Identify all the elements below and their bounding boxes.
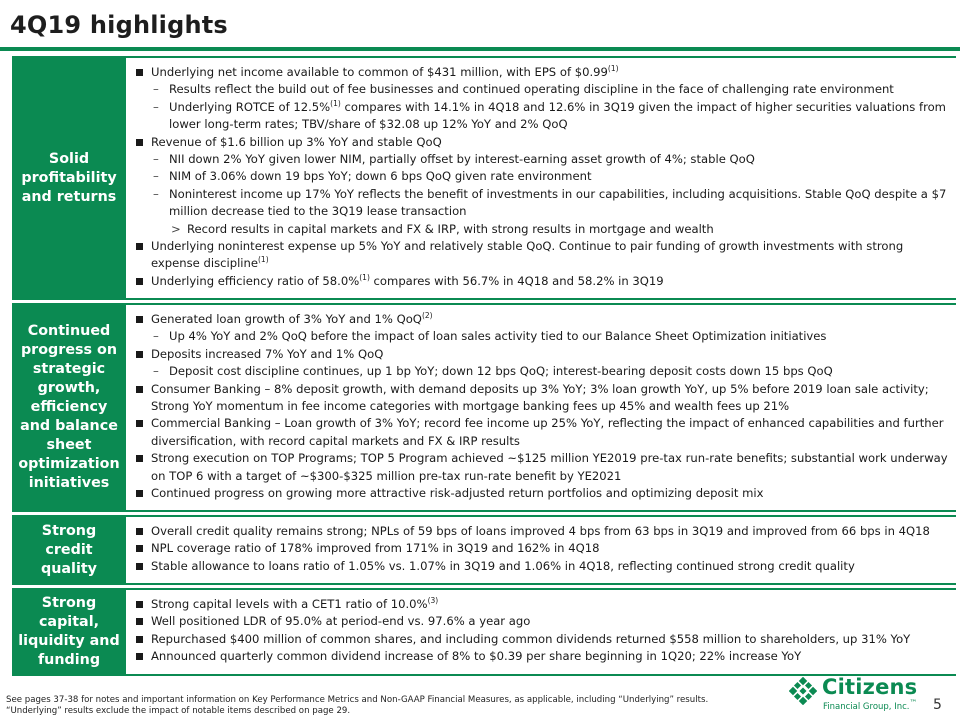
bullet-text: Deposits increased 7% YoY and 1% QoQ — [151, 346, 384, 361]
logo-subtitle: Financial Group, Inc.™ — [823, 698, 917, 712]
citizens-logo — [789, 675, 918, 715]
section-credit-quality — [12, 515, 956, 585]
bullet-item — [135, 596, 948, 613]
section-label: Strong credit quality — [12, 517, 126, 583]
bullet-text-continued: compares with 14.1% in 4Q18 and 12.6% in 3Q19 given the impact of higher securities valuations from lower long-term rates; TBV/share of $32.08 up 12% YoY and 2% QoQ — [169, 99, 946, 132]
section-label: Solid profitability and returns — [12, 58, 126, 298]
square-bullet-icon — [136, 278, 143, 285]
square-bullet-icon — [136, 455, 143, 462]
bullet-item — [135, 523, 948, 540]
bullet-text: Stable allowance to loans ratio of 1.05% vs. 1.07% in 3Q19 and 1.06% in 4Q18, reflecting continued strong credit quality — [151, 558, 855, 573]
footnote-marker: (1) — [330, 98, 341, 108]
square-bullet-icon — [136, 69, 143, 76]
square-bullet-icon — [136, 386, 143, 393]
bullet-text: Noninterest income up 17% YoY reflects the benefit of investments in our capabilities, including acquisitions. Stable QoQ despite a $7 million decrease tied to the 3Q19 lease transaction — [169, 186, 947, 219]
footnote-marker: (1) — [258, 255, 269, 265]
square-bullet-icon — [136, 618, 143, 625]
section-profitability — [12, 56, 956, 300]
bullet-text: Underlying net income available to common of $431 million, with EPS of $0.99 — [151, 65, 608, 79]
citizens-cross-logo-icon — [789, 677, 817, 705]
logo-wordmark: Citizens — [822, 675, 918, 699]
bullet-text: Generated loan growth of 3% YoY and 1% QoQ — [151, 312, 422, 326]
square-bullet-icon — [136, 490, 143, 497]
bullet-text-continued: compares with 56.7% in 4Q18 and 58.2% in 3Q19 — [369, 273, 664, 288]
bullet-item — [135, 238, 948, 273]
sub-bullet-item — [135, 186, 948, 221]
bullet-text: Revenue of $1.6 billion up 3% YoY and stable QoQ — [151, 134, 442, 149]
bullet-item — [135, 631, 948, 648]
section-label: Strong capital, liquidity and funding — [12, 590, 126, 674]
square-bullet-icon — [136, 420, 143, 427]
section-content — [126, 590, 956, 674]
sub-bullet-item — [135, 168, 948, 185]
footnote-marker: (1) — [359, 273, 370, 283]
dash-bullet-icon: – — [153, 329, 159, 344]
bullet-item — [135, 450, 948, 485]
square-bullet-icon — [136, 601, 143, 608]
bullet-item — [135, 558, 948, 575]
sub-sub-bullet-item — [135, 221, 948, 238]
bullet-item — [135, 273, 948, 290]
dash-bullet-icon: – — [153, 99, 159, 114]
footnote-marker: (2) — [421, 311, 433, 321]
section-strategic-growth — [12, 303, 956, 512]
page-title: 4Q19 highlights — [10, 11, 228, 39]
square-bullet-icon — [136, 528, 143, 535]
square-bullet-icon — [136, 636, 143, 643]
footnote: See pages 37-38 for notes and important information on Key Performance Metrics and Non-GAAP Financial Measures, as applicable, including “Underlying” results. “Underlying” results exclude the impact of notable items described on page 29. — [6, 695, 709, 716]
bullet-item — [135, 134, 948, 151]
sub-bullet-item — [135, 81, 948, 98]
dash-bullet-icon: – — [153, 364, 159, 379]
square-bullet-icon — [136, 139, 143, 146]
footnote-marker: (1) — [607, 64, 619, 74]
bullet-item — [135, 540, 948, 557]
title-divider — [0, 47, 960, 51]
page-number: 5 — [933, 697, 942, 713]
square-bullet-icon — [136, 316, 143, 323]
square-bullet-icon — [136, 653, 143, 660]
bullet-item — [135, 311, 948, 328]
bullet-text: Up 4% YoY and 2% QoQ before the impact of loan sales activity tied to our Balance Sheet Optimization initiatives — [169, 329, 827, 344]
bullet-item — [135, 415, 948, 450]
section-label: Continued progress on strategic growth, efficiency and balance sheet optimization initiatives — [12, 305, 126, 510]
bullet-text: NIM of 3.06% down 19 bps YoY; down 6 bps QoQ given rate environment — [169, 169, 592, 184]
sub-bullet-item — [135, 363, 948, 380]
bullet-text: Commercial Banking – Loan growth of 3% YoY; record fee income up 25% YoY, reflecting the impact of enhanced capabilities and further diversification, with record capital markets and FX & IRP results — [151, 416, 944, 448]
sub-bullet-item — [135, 328, 948, 345]
bullet-text: Underlying efficiency ratio of 58.0% — [151, 273, 360, 288]
bullet-text: Underlying ROTCE of 12.5% — [169, 99, 331, 114]
square-bullet-icon — [136, 563, 143, 570]
square-bullet-icon — [136, 545, 143, 552]
bullet-item — [135, 613, 948, 630]
bullet-item — [135, 381, 948, 416]
bullet-text: Record results in capital markets and FX & IRP, with strong results in mortgage and wealth — [187, 221, 714, 236]
bullet-text: Underlying noninterest expense up 5% YoY and relatively stable QoQ. Continue to pair funding of growth investments with strong expense discipline — [151, 239, 904, 271]
bullet-text: Results reflect the build out of fee businesses and continued operating discipline in the face of challenging rate environment — [169, 82, 894, 97]
section-capital-liquidity — [12, 588, 956, 676]
footnote-marker: (3) — [427, 596, 439, 606]
bullet-text: Announced quarterly common dividend increase of 8% to $0.39 per share beginning in 1Q20; 22% increase YoY — [151, 649, 802, 664]
bullet-text: Deposit cost discipline continues, up 1 bp YoY; down 12 bps QoQ; interest-bearing deposit costs down 15 bps QoQ — [169, 364, 833, 379]
bullet-text: Repurchased $400 million of common shares, and including common dividends returned $558 million to shareholders, up 31% YoY — [151, 631, 911, 646]
section-content — [126, 305, 956, 510]
bullet-item — [135, 64, 948, 81]
dash-bullet-icon: – — [153, 82, 159, 97]
square-bullet-icon — [136, 351, 143, 358]
bullet-text: Consumer Banking – 8% deposit growth, with demand deposits up 3% YoY; 3% loan growth YoY, up 5% before 2019 loan sale activity; Strong YoY momentum in fee income categories with mortgage banking fees up 45% and wealth fees up 21% — [151, 381, 929, 414]
dash-bullet-icon: – — [153, 186, 159, 201]
bullet-text: NPL coverage ratio of 178% improved from 171% in 3Q19 and 162% in 4Q18 — [151, 541, 600, 556]
sub-bullet-item — [135, 99, 948, 134]
bullet-text: NII down 2% YoY given lower NIM, partially offset by interest-earning asset growth of 4%; stable QoQ — [169, 152, 755, 167]
sub-bullet-item — [135, 151, 948, 168]
chevron-bullet-icon: > — [171, 221, 181, 236]
section-content — [126, 58, 956, 298]
bullet-item — [135, 346, 948, 363]
bullet-text: Strong capital levels with a CET1 ratio of 10.0% — [151, 597, 428, 611]
bullet-item — [135, 648, 948, 665]
dash-bullet-icon: – — [153, 169, 159, 184]
bullet-text: Continued progress on growing more attractive risk-adjusted return portfolios and optimizing deposit mix — [151, 486, 764, 501]
dash-bullet-icon: – — [153, 152, 159, 167]
bullet-text: Strong execution on TOP Programs; TOP 5 Program achieved ~$125 million YE2019 pre-tax run-rate benefits; substantial work underway on TOP 6 with a target of ~$300-$325 million pre-tax run-rate benefit by YE2021 — [151, 451, 948, 483]
square-bullet-icon — [136, 243, 143, 250]
bullet-text: Overall credit quality remains strong; NPLs of 59 bps of loans improved 4 bps from 63 bps in 3Q19 and improved from 66 bps in 4Q18 — [151, 524, 930, 538]
bullet-text: Well positioned LDR of 95.0% at period-end vs. 97.6% a year ago — [151, 614, 531, 629]
bullet-item — [135, 485, 948, 502]
section-content — [126, 517, 956, 583]
